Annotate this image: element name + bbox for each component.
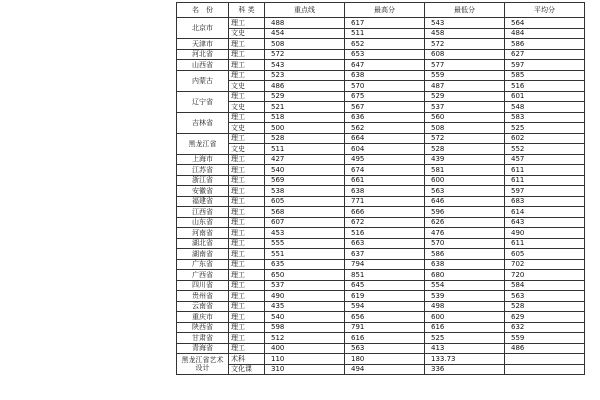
max-score-cell: 675 bbox=[345, 91, 425, 102]
avg-score-cell: 559 bbox=[505, 333, 585, 344]
key-line-cell: 572 bbox=[265, 49, 345, 60]
province-cell: 安徽省 bbox=[177, 186, 229, 197]
key-line-cell: 488 bbox=[265, 18, 345, 29]
min-score-cell: 543 bbox=[425, 18, 505, 29]
table-row bbox=[177, 354, 585, 365]
province-cell: 甘肃省 bbox=[177, 333, 229, 344]
province-cell: 广西省 bbox=[177, 270, 229, 281]
min-score-cell: 626 bbox=[425, 217, 505, 228]
province-cell: 青海省 bbox=[177, 343, 229, 354]
max-score-cell: 666 bbox=[345, 207, 425, 218]
key-line-cell: 518 bbox=[265, 112, 345, 123]
key-line-cell: 500 bbox=[265, 123, 345, 134]
subject-cell: 理工 bbox=[229, 186, 265, 197]
key-line-cell: 635 bbox=[265, 259, 345, 270]
max-score-cell: 563 bbox=[345, 343, 425, 354]
min-score-cell: 600 bbox=[425, 175, 505, 186]
avg-score-cell: 627 bbox=[505, 49, 585, 60]
min-score-cell: 572 bbox=[425, 133, 505, 144]
max-score-cell: 180 bbox=[345, 354, 425, 365]
min-score-cell: 581 bbox=[425, 165, 505, 176]
max-score-cell: 594 bbox=[345, 301, 425, 312]
subject-cell: 理工 bbox=[229, 228, 265, 239]
key-line-cell: 523 bbox=[265, 70, 345, 81]
table-row bbox=[177, 343, 585, 354]
min-score-cell: 680 bbox=[425, 270, 505, 281]
max-score-cell: 562 bbox=[345, 123, 425, 134]
max-score-cell: 516 bbox=[345, 228, 425, 239]
key-line-cell: 540 bbox=[265, 165, 345, 176]
min-score-cell: 570 bbox=[425, 238, 505, 249]
table-row bbox=[177, 322, 585, 333]
table-row bbox=[177, 49, 585, 60]
province-cell: 天津市 bbox=[177, 39, 229, 50]
max-score-cell: 494 bbox=[345, 364, 425, 375]
key-line-cell: 454 bbox=[265, 28, 345, 39]
min-score-cell: 560 bbox=[425, 112, 505, 123]
key-line-cell: 650 bbox=[265, 270, 345, 281]
subject-cell: 理工 bbox=[229, 133, 265, 144]
key-line-cell: 540 bbox=[265, 312, 345, 323]
key-line-cell: 537 bbox=[265, 280, 345, 291]
min-score-cell: 458 bbox=[425, 28, 505, 39]
subject-cell: 文史 bbox=[229, 123, 265, 134]
province-cell: 湖北省 bbox=[177, 238, 229, 249]
header-min-score: 最低分 bbox=[425, 3, 505, 18]
province-cell: 内蒙古 bbox=[177, 70, 229, 91]
province-cell: 山东省 bbox=[177, 217, 229, 228]
avg-score-cell: 563 bbox=[505, 291, 585, 302]
max-score-cell: 656 bbox=[345, 312, 425, 323]
max-score-cell: 645 bbox=[345, 280, 425, 291]
max-score-cell: 674 bbox=[345, 165, 425, 176]
province-cell: 山西省 bbox=[177, 60, 229, 71]
table-row bbox=[177, 207, 585, 218]
table-row bbox=[177, 91, 585, 102]
max-score-cell: 495 bbox=[345, 154, 425, 165]
subject-cell: 理工 bbox=[229, 312, 265, 323]
avg-score-cell: 484 bbox=[505, 28, 585, 39]
table-row bbox=[177, 312, 585, 323]
province-cell: 辽宁省 bbox=[177, 91, 229, 112]
header-province: 名 份 bbox=[177, 3, 229, 18]
subject-cell: 理工 bbox=[229, 165, 265, 176]
key-line-cell: 310 bbox=[265, 364, 345, 375]
avg-score-cell: 586 bbox=[505, 39, 585, 50]
avg-score-cell: 585 bbox=[505, 70, 585, 81]
min-score-cell: 413 bbox=[425, 343, 505, 354]
province-cell: 上海市 bbox=[177, 154, 229, 165]
table-row bbox=[177, 196, 585, 207]
key-line-cell: 555 bbox=[265, 238, 345, 249]
max-score-cell: 567 bbox=[345, 102, 425, 113]
min-score-cell: 476 bbox=[425, 228, 505, 239]
subject-cell: 理工 bbox=[229, 280, 265, 291]
subject-cell: 理工 bbox=[229, 333, 265, 344]
max-score-cell: 771 bbox=[345, 196, 425, 207]
avg-score-cell: 528 bbox=[505, 301, 585, 312]
province-cell: 河南省 bbox=[177, 228, 229, 239]
province-cell: 浙江省 bbox=[177, 175, 229, 186]
subject-cell: 理工 bbox=[229, 154, 265, 165]
key-line-cell: 435 bbox=[265, 301, 345, 312]
max-score-cell: 637 bbox=[345, 249, 425, 260]
header-subject: 科 类 bbox=[229, 3, 265, 18]
min-score-cell: 525 bbox=[425, 333, 505, 344]
min-score-cell: 508 bbox=[425, 123, 505, 134]
min-score-cell: 133.73 bbox=[425, 354, 505, 365]
min-score-cell: 646 bbox=[425, 196, 505, 207]
subject-cell: 理工 bbox=[229, 270, 265, 281]
max-score-cell: 604 bbox=[345, 144, 425, 155]
min-score-cell: 498 bbox=[425, 301, 505, 312]
max-score-cell: 664 bbox=[345, 133, 425, 144]
key-line-cell: 486 bbox=[265, 81, 345, 92]
min-score-cell: 529 bbox=[425, 91, 505, 102]
max-score-cell: 638 bbox=[345, 186, 425, 197]
avg-score-cell: 457 bbox=[505, 154, 585, 165]
avg-score-cell: 605 bbox=[505, 249, 585, 260]
key-line-cell: 453 bbox=[265, 228, 345, 239]
table-row bbox=[177, 280, 585, 291]
min-score-cell: 539 bbox=[425, 291, 505, 302]
table-row bbox=[177, 18, 585, 29]
key-line-cell: 538 bbox=[265, 186, 345, 197]
key-line-cell: 551 bbox=[265, 249, 345, 260]
table-row bbox=[177, 112, 585, 123]
header-avg-score: 平均分 bbox=[505, 3, 585, 18]
key-line-cell: 511 bbox=[265, 144, 345, 155]
table-header-row bbox=[177, 3, 585, 18]
province-cell: 湖南省 bbox=[177, 249, 229, 260]
table-row bbox=[177, 270, 585, 281]
table-row bbox=[177, 144, 585, 155]
key-line-cell: 110 bbox=[265, 354, 345, 365]
max-score-cell: 616 bbox=[345, 333, 425, 344]
table-row bbox=[177, 364, 585, 375]
max-score-cell: 653 bbox=[345, 49, 425, 60]
table-row bbox=[177, 175, 585, 186]
min-score-cell: 577 bbox=[425, 60, 505, 71]
header-max-score: 最高分 bbox=[345, 3, 425, 18]
score-table-container bbox=[176, 2, 584, 375]
province-cell: 四川省 bbox=[177, 280, 229, 291]
subject-cell: 理工 bbox=[229, 91, 265, 102]
min-score-cell: 600 bbox=[425, 312, 505, 323]
table-row bbox=[177, 123, 585, 134]
max-score-cell: 661 bbox=[345, 175, 425, 186]
avg-score-cell: 564 bbox=[505, 18, 585, 29]
header-key-line: 重点线 bbox=[265, 3, 345, 18]
key-line-cell: 607 bbox=[265, 217, 345, 228]
key-line-cell: 427 bbox=[265, 154, 345, 165]
min-score-cell: 586 bbox=[425, 249, 505, 260]
avg-score-cell: 597 bbox=[505, 60, 585, 71]
min-score-cell: 487 bbox=[425, 81, 505, 92]
avg-score-cell: 629 bbox=[505, 312, 585, 323]
province-cell: 广东省 bbox=[177, 259, 229, 270]
avg-score-cell: 516 bbox=[505, 81, 585, 92]
province-cell: 黑龙江省艺术设计 bbox=[177, 354, 229, 375]
subject-cell: 理工 bbox=[229, 39, 265, 50]
admission-score-table bbox=[176, 2, 585, 375]
table-row bbox=[177, 333, 585, 344]
subject-cell: 理工 bbox=[229, 301, 265, 312]
subject-cell: 理工 bbox=[229, 196, 265, 207]
table-row bbox=[177, 291, 585, 302]
subject-cell: 理工 bbox=[229, 217, 265, 228]
avg-score-cell: 611 bbox=[505, 175, 585, 186]
avg-score-cell bbox=[505, 354, 585, 365]
avg-score-cell: 611 bbox=[505, 238, 585, 249]
max-score-cell: 791 bbox=[345, 322, 425, 333]
table-row bbox=[177, 28, 585, 39]
province-cell: 江西省 bbox=[177, 207, 229, 218]
table-row bbox=[177, 186, 585, 197]
province-cell: 北京市 bbox=[177, 18, 229, 39]
key-line-cell: 512 bbox=[265, 333, 345, 344]
table-row bbox=[177, 39, 585, 50]
avg-score-cell: 602 bbox=[505, 133, 585, 144]
province-cell: 贵州省 bbox=[177, 291, 229, 302]
subject-cell: 理工 bbox=[229, 60, 265, 71]
min-score-cell: 638 bbox=[425, 259, 505, 270]
avg-score-cell: 614 bbox=[505, 207, 585, 218]
province-cell: 吉林省 bbox=[177, 112, 229, 133]
subject-cell: 文史 bbox=[229, 81, 265, 92]
table-row bbox=[177, 102, 585, 113]
avg-score-cell: 486 bbox=[505, 343, 585, 354]
subject-cell: 文史 bbox=[229, 28, 265, 39]
min-score-cell: 336 bbox=[425, 364, 505, 375]
min-score-cell: 439 bbox=[425, 154, 505, 165]
key-line-cell: 529 bbox=[265, 91, 345, 102]
subject-cell: 理工 bbox=[229, 175, 265, 186]
key-line-cell: 598 bbox=[265, 322, 345, 333]
table-body bbox=[177, 18, 585, 375]
min-score-cell: 537 bbox=[425, 102, 505, 113]
avg-score-cell: 525 bbox=[505, 123, 585, 134]
table-row bbox=[177, 165, 585, 176]
key-line-cell: 568 bbox=[265, 207, 345, 218]
min-score-cell: 572 bbox=[425, 39, 505, 50]
table-row bbox=[177, 228, 585, 239]
key-line-cell: 490 bbox=[265, 291, 345, 302]
max-score-cell: 511 bbox=[345, 28, 425, 39]
subject-cell: 理工 bbox=[229, 18, 265, 29]
key-line-cell: 400 bbox=[265, 343, 345, 354]
table-row bbox=[177, 133, 585, 144]
province-cell: 江苏省 bbox=[177, 165, 229, 176]
key-line-cell: 543 bbox=[265, 60, 345, 71]
avg-score-cell: 548 bbox=[505, 102, 585, 113]
subject-cell: 理工 bbox=[229, 249, 265, 260]
avg-score-cell: 583 bbox=[505, 112, 585, 123]
table-row bbox=[177, 217, 585, 228]
max-score-cell: 663 bbox=[345, 238, 425, 249]
subject-cell: 理工 bbox=[229, 49, 265, 60]
subject-cell: 理工 bbox=[229, 70, 265, 81]
max-score-cell: 636 bbox=[345, 112, 425, 123]
subject-cell: 理工 bbox=[229, 259, 265, 270]
avg-score-cell: 490 bbox=[505, 228, 585, 239]
avg-score-cell: 683 bbox=[505, 196, 585, 207]
max-score-cell: 672 bbox=[345, 217, 425, 228]
table-row bbox=[177, 238, 585, 249]
subject-cell: 理工 bbox=[229, 291, 265, 302]
subject-cell: 理工 bbox=[229, 207, 265, 218]
subject-cell: 理工 bbox=[229, 112, 265, 123]
max-score-cell: 638 bbox=[345, 70, 425, 81]
subject-cell: 理工 bbox=[229, 322, 265, 333]
avg-score-cell: 632 bbox=[505, 322, 585, 333]
avg-score-cell: 584 bbox=[505, 280, 585, 291]
min-score-cell: 559 bbox=[425, 70, 505, 81]
subject-cell: 文史 bbox=[229, 102, 265, 113]
min-score-cell: 596 bbox=[425, 207, 505, 218]
avg-score-cell: 597 bbox=[505, 186, 585, 197]
province-cell: 云南省 bbox=[177, 301, 229, 312]
subject-cell: 文化课 bbox=[229, 364, 265, 375]
subject-cell: 理工 bbox=[229, 238, 265, 249]
max-score-cell: 570 bbox=[345, 81, 425, 92]
table-row bbox=[177, 249, 585, 260]
table-row bbox=[177, 301, 585, 312]
min-score-cell: 554 bbox=[425, 280, 505, 291]
key-line-cell: 508 bbox=[265, 39, 345, 50]
avg-score-cell: 702 bbox=[505, 259, 585, 270]
subject-cell: 术科 bbox=[229, 354, 265, 365]
avg-score-cell: 552 bbox=[505, 144, 585, 155]
table-row bbox=[177, 60, 585, 71]
subject-cell: 文史 bbox=[229, 144, 265, 155]
key-line-cell: 521 bbox=[265, 102, 345, 113]
min-score-cell: 563 bbox=[425, 186, 505, 197]
table-row bbox=[177, 259, 585, 270]
min-score-cell: 528 bbox=[425, 144, 505, 155]
min-score-cell: 616 bbox=[425, 322, 505, 333]
key-line-cell: 528 bbox=[265, 133, 345, 144]
min-score-cell: 608 bbox=[425, 49, 505, 60]
province-cell: 河北省 bbox=[177, 49, 229, 60]
subject-cell: 理工 bbox=[229, 343, 265, 354]
max-score-cell: 794 bbox=[345, 259, 425, 270]
province-cell: 陕西省 bbox=[177, 322, 229, 333]
key-line-cell: 569 bbox=[265, 175, 345, 186]
avg-score-cell: 643 bbox=[505, 217, 585, 228]
province-cell: 福建省 bbox=[177, 196, 229, 207]
table-row bbox=[177, 81, 585, 92]
province-cell: 重庆市 bbox=[177, 312, 229, 323]
table-row bbox=[177, 70, 585, 81]
avg-score-cell: 720 bbox=[505, 270, 585, 281]
key-line-cell: 605 bbox=[265, 196, 345, 207]
avg-score-cell: 601 bbox=[505, 91, 585, 102]
max-score-cell: 619 bbox=[345, 291, 425, 302]
max-score-cell: 647 bbox=[345, 60, 425, 71]
max-score-cell: 851 bbox=[345, 270, 425, 281]
table-row bbox=[177, 154, 585, 165]
max-score-cell: 617 bbox=[345, 18, 425, 29]
max-score-cell: 652 bbox=[345, 39, 425, 50]
avg-score-cell bbox=[505, 364, 585, 375]
avg-score-cell: 611 bbox=[505, 165, 585, 176]
province-cell: 黑龙江省 bbox=[177, 133, 229, 154]
